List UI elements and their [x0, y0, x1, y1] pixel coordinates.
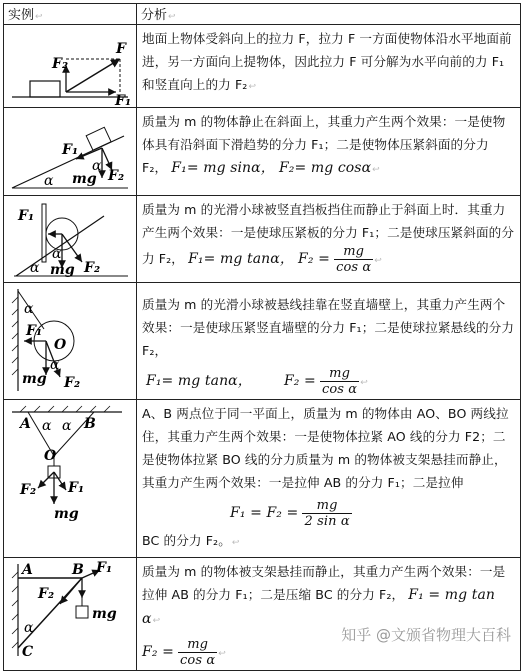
label-alpha: α: [24, 620, 34, 636]
label-f2: F₂: [108, 168, 125, 184]
label-f1: F₁: [68, 480, 85, 496]
label-c: C: [22, 644, 34, 660]
watermark: 知乎 @文颁省物理大百科: [341, 626, 511, 644]
label-f1: F₁: [26, 323, 43, 339]
figure-ball-wall: [4, 283, 137, 400]
label-o: O: [54, 337, 67, 353]
fraction: $\frac{mg}{\text{cos α}}$: [321, 366, 358, 397]
table-row: [4, 196, 521, 283]
label-f1: F₁: [62, 142, 79, 158]
figure-incline: [4, 108, 137, 196]
label-o: O: [44, 448, 57, 464]
analysis-cell: 质量为 m 的物体被支架悬挂而静止，其重力产生两个效果：一是拉伸 AB 的分力 F₁；二是压缩 BC 的分力 F₂， F₁ = mg tan α↩ F₂ = $\frac{mg}{\text{cos α}}$ ↩: [137, 558, 521, 671]
fraction: $\frac{mg}{\text{cos α}}$: [180, 637, 216, 668]
label-f2: F₂: [52, 56, 69, 72]
figure-bracket: [4, 558, 137, 671]
header-analysis: 分析↩: [137, 4, 521, 25]
label-a: A: [20, 416, 31, 432]
label-a: A: [22, 562, 33, 578]
label-alpha2: α: [62, 418, 72, 434]
label-f2: F₂: [84, 260, 101, 276]
fraction: $\frac{mg}{\text{cos α}}$: [336, 244, 372, 275]
label-alpha2: α: [30, 260, 40, 276]
header-example: 实例↩: [4, 4, 137, 25]
label-mg: mg: [22, 371, 47, 387]
label-f1: F₁: [115, 93, 132, 107]
figure-pull-force: [4, 25, 137, 108]
label-f2: F₂: [64, 375, 81, 391]
label-f1: F₁: [96, 560, 113, 576]
label-f1: F₁: [18, 208, 35, 224]
label-alpha: α: [24, 301, 34, 317]
label-alpha2: α: [50, 357, 60, 373]
label-f: F: [116, 41, 126, 57]
header-row: [4, 4, 521, 25]
label-b: B: [72, 562, 84, 578]
label-f2: F₂: [38, 586, 55, 602]
force-decomposition-table: [3, 3, 521, 671]
analysis-cell: 质量为 m 的物体静止在斜面上，其重力产生两个效果：一是使物体具有沿斜面下滑趋势的分力 F₁；二是使物体压紧斜面的分力 F₂， F₁= mg sinα， F₂= mg cosα↩: [137, 108, 521, 196]
table-row: [4, 400, 521, 558]
figure-ball-board: [4, 196, 137, 283]
label-mg: mg: [50, 262, 75, 278]
table-row: [4, 283, 521, 400]
label-f2: F₂: [20, 482, 37, 498]
fraction: $\frac{mg}{\text{2 sin α}}$: [304, 498, 350, 529]
table-row: [4, 25, 521, 108]
analysis-cell: 质量为 m 的光滑小球被竖直挡板挡住而静止于斜面上时．其重力产生两个效果：一是使球压紧板的分力 F₁；二是使球压紧斜面的分力 F₂， F₁= mg tanα， F₂ = $\frac{mg}{\text{cos α}}$ ↩: [137, 196, 521, 283]
label-mg: mg: [54, 506, 79, 522]
label-alpha: α: [92, 158, 102, 174]
label-b: B: [84, 416, 96, 432]
table-row: [4, 108, 521, 196]
analysis-cell: A、B 两点位于同一平面上，质量为 m 的物体由 AO、BO 两线拉住，其重力产生两个效果：一是使物体拉紧 AO 线的分力 F2；二是使物体拉紧 BO 线的分力质量为 m 的物体被支架悬挂而静止，其重力产生两个效果：一是拉伸 AB 的分力 F₁；二是拉伸 F₁ = F₂ = $\frac{mg}{\text{2 sin α}}$ BC 的分力 F₂。↩: [137, 400, 521, 558]
label-mg: mg: [72, 171, 97, 187]
label-alpha: α: [42, 418, 52, 434]
label-mg: mg: [92, 606, 117, 622]
label-alpha: α: [52, 246, 62, 262]
analysis-cell: 质量为 m 的光滑小球被悬线挂靠在竖直墙壁上，其重力产生两个效果：一是使球压紧竖直墙壁的分力 F₁；二是使球拉紧悬线的分力 F₂， F₁= mg tanα， F₂ = $\frac{mg}{\text{cos α}}$ ↩: [137, 283, 521, 400]
table-row: [4, 558, 521, 671]
analysis-cell: 地面上物体受斜向上的拉力 F，拉力 F 一方面使物体沿水平地面前进，另一方面向上提物体，因此拉力 F 可分解为水平向前的力 F₁和竖直向上的力 F₂↩: [137, 25, 521, 108]
label-alpha2: α: [44, 173, 54, 189]
figure-two-strings: [4, 400, 137, 558]
